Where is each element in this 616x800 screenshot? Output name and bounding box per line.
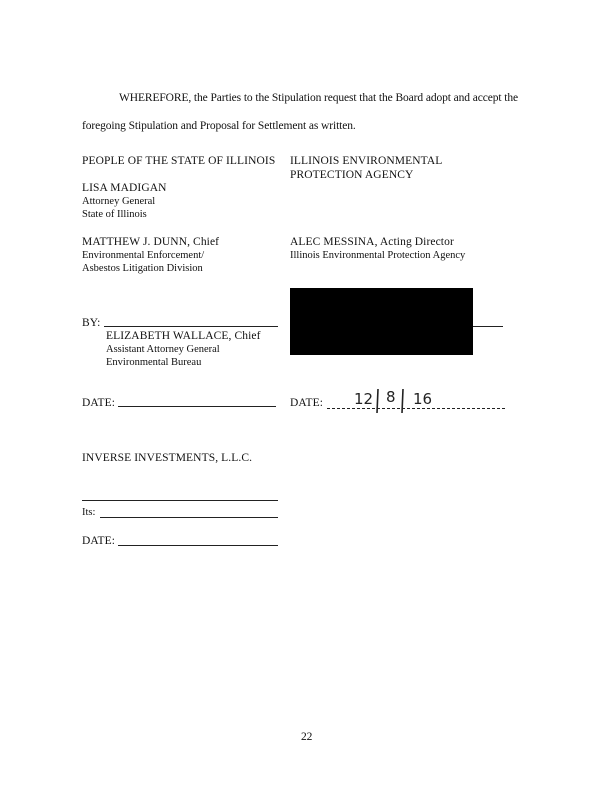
by-label: BY: — [82, 317, 101, 329]
chief-title-1: Environmental Enforcement/ — [82, 250, 205, 261]
left-date-label: DATE: — [82, 397, 116, 409]
attorney-general-state: State of Illinois — [82, 209, 147, 220]
respondent-date-line — [118, 545, 278, 546]
respondent-signature-line — [82, 500, 278, 501]
signer-title-1: Assistant Attorney General — [106, 344, 220, 355]
attorney-general-name: LISA MADIGAN — [82, 182, 167, 194]
date-separator-1 — [373, 388, 383, 414]
right-party-heading-2: PROTECTION AGENCY — [290, 169, 414, 181]
chief-title-2: Asbestos Litigation Division — [82, 263, 203, 274]
right-date-line — [327, 408, 505, 409]
left-date-line — [118, 406, 276, 407]
director-name: ALEC MESSINA, Acting Director — [290, 236, 454, 248]
chief-name: MATTHEW J. DUNN, Chief — [82, 236, 220, 248]
page-number: 22 — [301, 731, 313, 743]
right-party-heading-1: ILLINOIS ENVIRONMENTAL — [290, 155, 443, 167]
paragraph-line-2: foregoing Stipulation and Proposal for Settlement as written. — [82, 120, 356, 132]
its-label: Its: — [82, 507, 96, 518]
redacted-signature-block — [290, 288, 473, 355]
date-separator-2 — [398, 388, 408, 414]
respondent-date-label: DATE: — [82, 535, 116, 547]
by-signature-line — [104, 326, 278, 327]
signer-title-2: Environmental Bureau — [106, 357, 202, 368]
right-date-label: DATE: — [290, 397, 324, 409]
respondent-name: INVERSE INVESTMENTS, L.L.C. — [82, 452, 253, 464]
handwritten-date-year: 16 — [413, 390, 433, 408]
handwritten-date-month: 12 — [354, 390, 374, 408]
signer-name: ELIZABETH WALLACE, Chief — [106, 330, 261, 342]
its-line — [100, 517, 278, 518]
director-title: Illinois Environmental Protection Agency — [290, 250, 466, 261]
handwritten-date-day: 8 — [386, 388, 396, 406]
paragraph-line-1: WHEREFORE, the Parties to the Stipulation request that the Board adopt and accept the — [119, 92, 519, 104]
attorney-general-title: Attorney General — [82, 196, 156, 207]
right-signature-line — [473, 326, 503, 327]
left-party-heading: PEOPLE OF THE STATE OF ILLINOIS — [82, 155, 276, 167]
